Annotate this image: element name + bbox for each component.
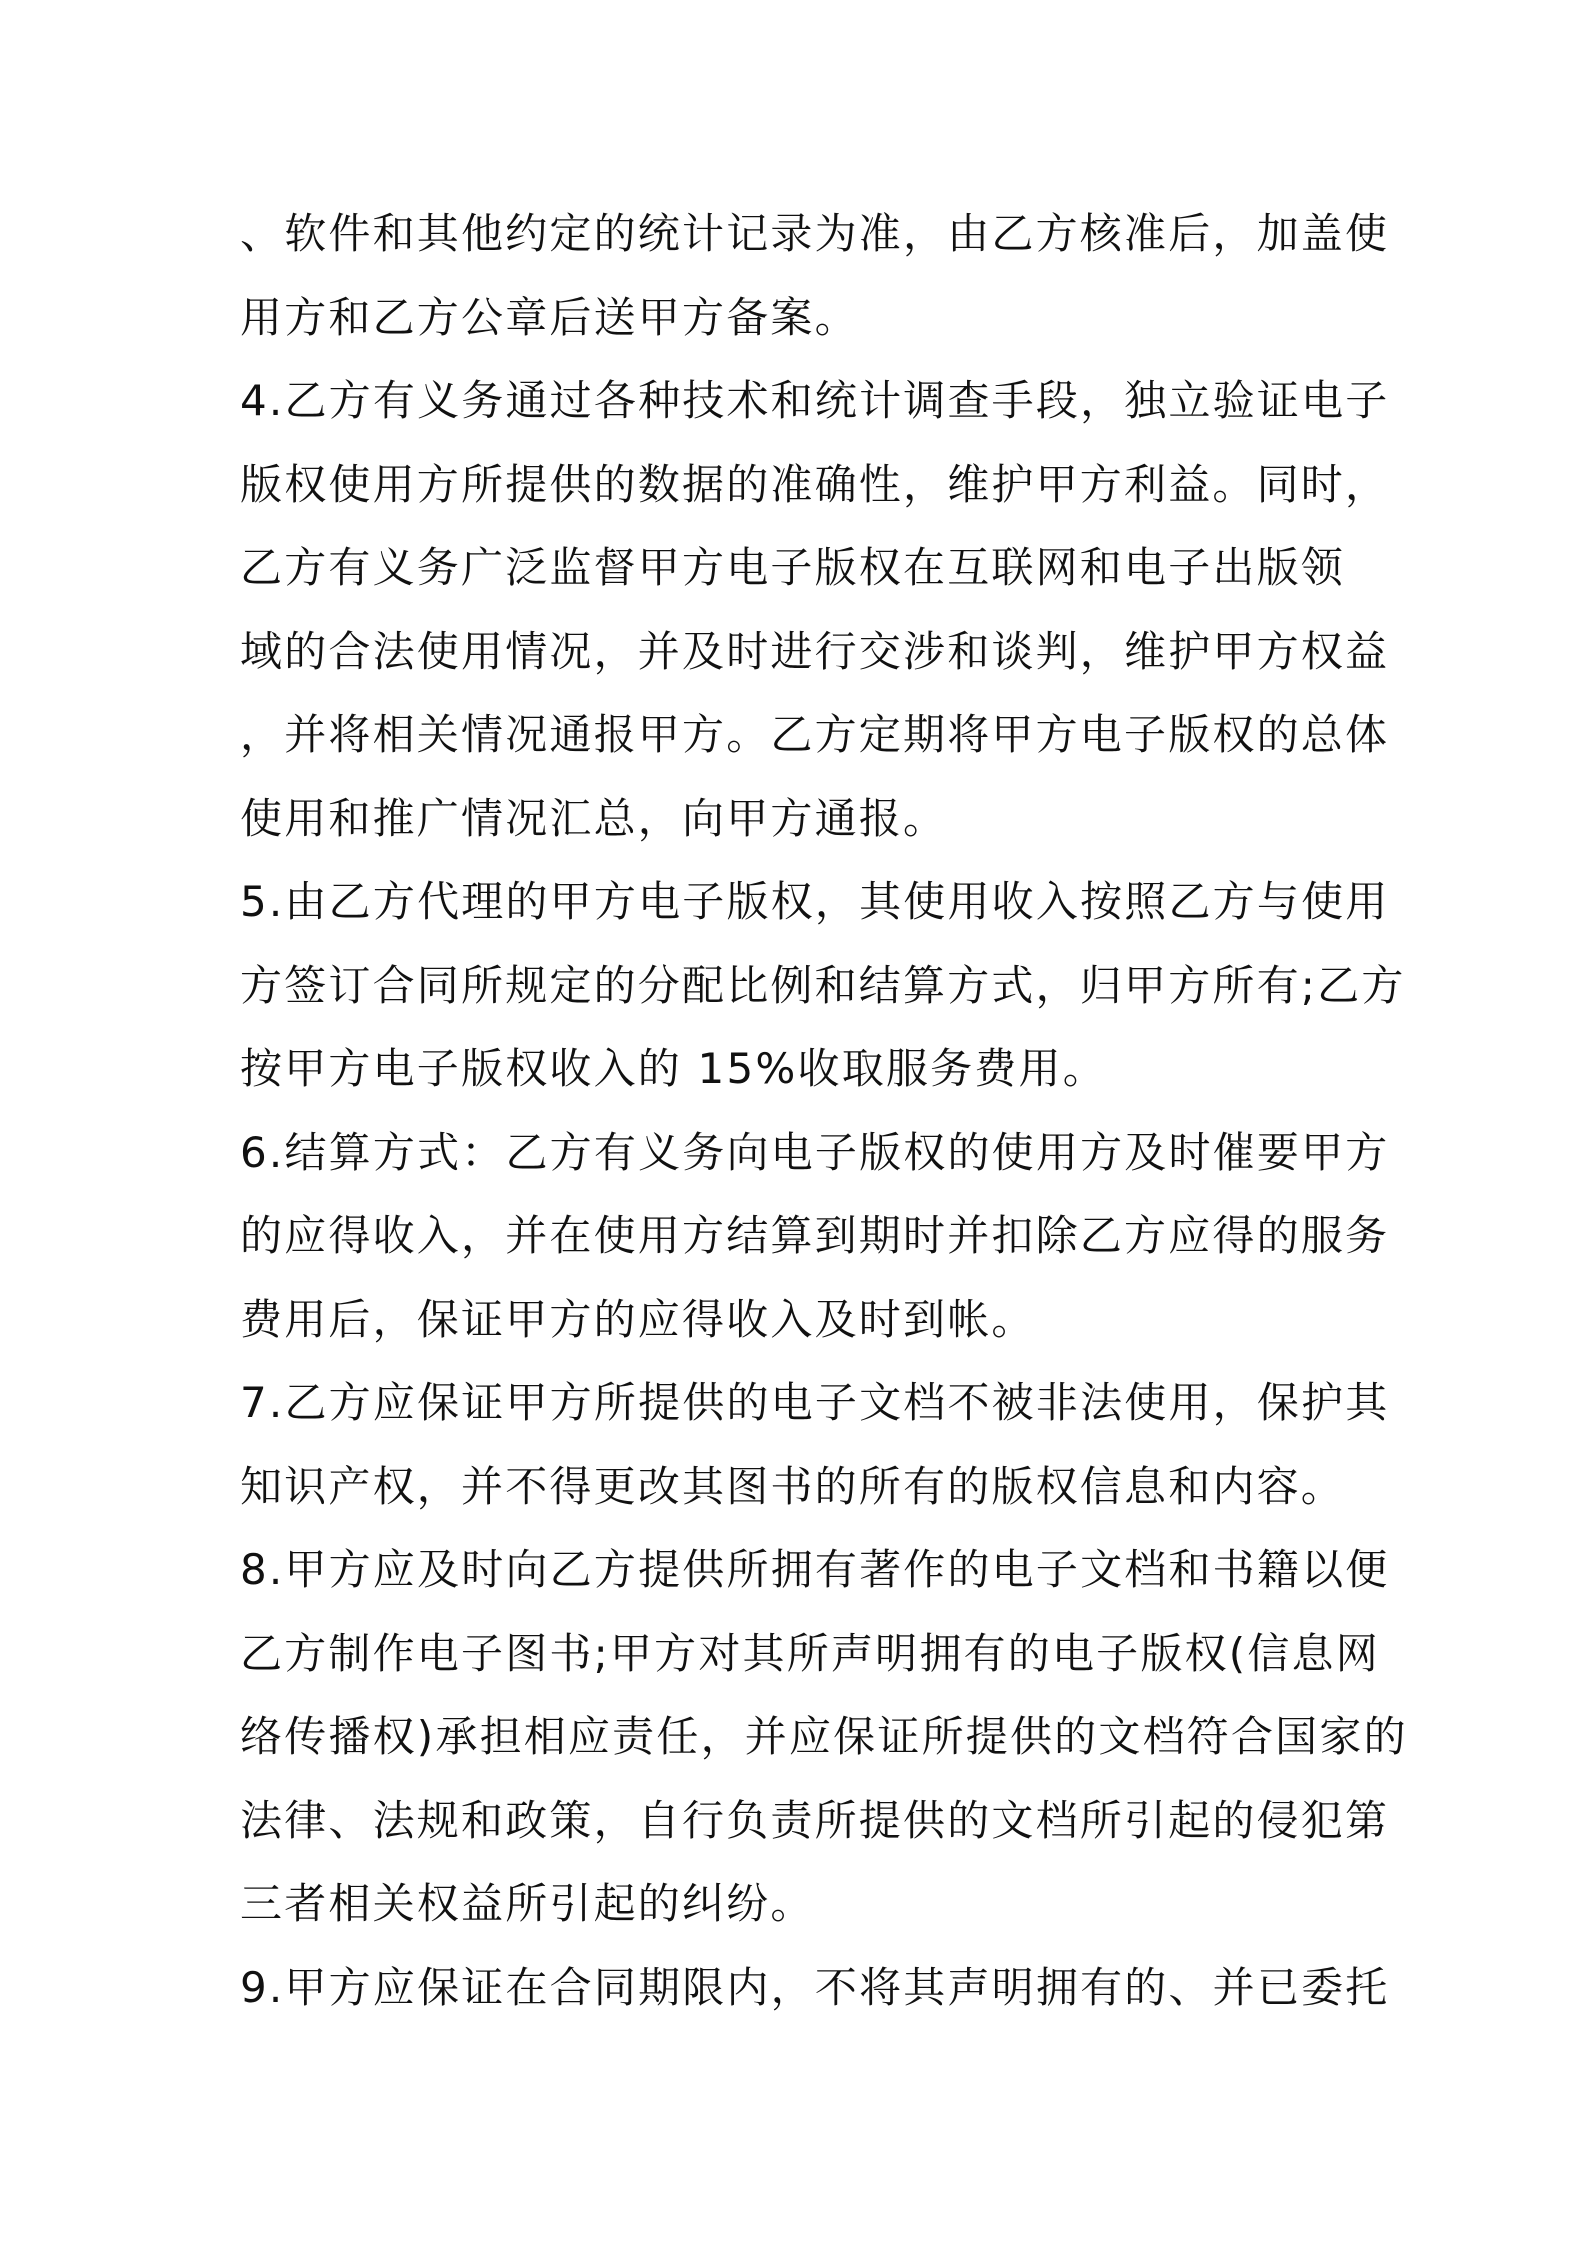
text-line: 法律、法规和政策，自行负责所提供的文档所引起的侵犯第	[240, 1795, 1390, 1845]
text-line: 6.结算方式：乙方有义务向电子版权的使用方及时催要甲方	[240, 1127, 1390, 1177]
text-line: 络传播权)承担相应责任，并应保证所提供的文档符合国家的	[240, 1712, 1408, 1761]
text-line: 使用和推广情况汇总，向甲方通报。	[240, 793, 948, 843]
text-line: 知识产权，并不得更改其图书的所有的版权信息和内容。	[240, 1461, 1346, 1511]
text-line: 按甲方电子版权收入的 15%收取服务费用。	[240, 1044, 1107, 1093]
text-line: 三者相关权益所引起的纠纷。	[240, 1879, 815, 1928]
text-line: 8.甲方应及时向乙方提供所拥有著作的电子文档和书籍以便	[240, 1545, 1390, 1594]
text-line: 域的合法使用情况，并及时进行交涉和谈判，维护甲方权益	[240, 626, 1390, 676]
text-line: 用方和乙方公章后送甲方备案。	[240, 292, 859, 342]
text-line: 乙方制作电子图书;甲方对其所声明拥有的电子版权(信息网	[240, 1628, 1380, 1678]
text-line: 9.甲方应保证在合同期限内，不将其声明拥有的、并已委托	[240, 1962, 1390, 2012]
text-line: 费用后，保证甲方的应得收入及时到帐。	[240, 1294, 1036, 1344]
document-body	[240, 192, 1408, 2029]
text-line: 5.由乙方代理的甲方电子版权，其使用收入按照乙方与使用	[240, 877, 1390, 926]
text-line: 7.乙方应保证甲方所提供的电子文档不被非法使用，保护其	[240, 1378, 1390, 1427]
text-line: ，并将相关情况通报甲方。乙方定期将甲方电子版权的总体	[240, 710, 1390, 759]
text-line: 、软件和其他约定的统计记录为准，由乙方核准后，加盖使	[240, 209, 1390, 258]
text-line: 方签订合同所规定的分配比例和结算方式，归甲方所有;乙方	[240, 960, 1406, 1010]
text-line: 的应得收入，并在使用方结算到期时并扣除乙方应得的服务	[240, 1211, 1390, 1260]
text-line: 4.乙方有义务通过各种技术和统计调查手段，独立验证电子	[240, 376, 1390, 425]
text-line: 版权使用方所提供的数据的准确性，维护甲方利益。同时，	[240, 459, 1390, 509]
text-line: 乙方有义务广泛监督甲方电子版权在互联网和电子出版领	[240, 543, 1346, 592]
